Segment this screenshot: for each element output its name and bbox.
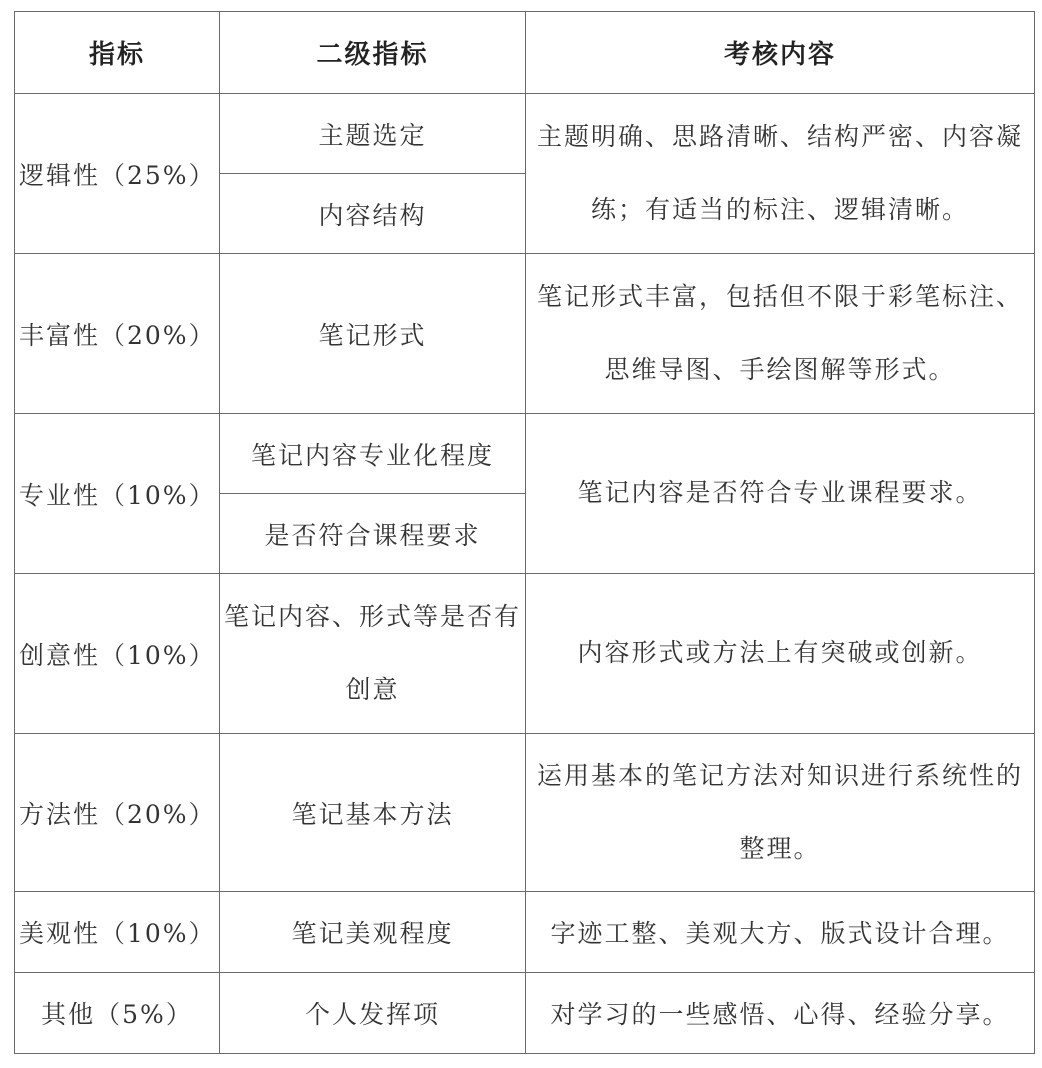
sub-indicator-cell: 笔记内容专业化程度 xyxy=(220,414,526,494)
sub-indicator-cell: 主题选定 xyxy=(220,94,526,174)
indicator-cell: 方法性（20%） xyxy=(15,734,220,892)
content-cell: 对学习的一些感悟、心得、经验分享。 xyxy=(526,973,1035,1054)
table-row xyxy=(15,892,1035,973)
sub-indicator-cell: 是否符合课程要求 xyxy=(220,494,526,574)
sub-indicator-cell: 笔记基本方法 xyxy=(220,734,526,892)
indicator-cell: 创意性（10%） xyxy=(15,574,220,734)
header-sub-indicator: 二级指标 xyxy=(220,12,526,94)
sub-indicator-cell: 笔记内容、形式等是否有创意 xyxy=(220,574,526,734)
rubric-table xyxy=(14,11,1035,1054)
content-cell: 运用基本的笔记方法对知识进行系统性的整理。 xyxy=(526,734,1035,892)
table-row xyxy=(15,734,1035,892)
content-cell: 笔记内容是否符合专业课程要求。 xyxy=(526,414,1035,574)
table-row xyxy=(15,254,1035,414)
header-indicator: 指标 xyxy=(15,12,220,94)
content-cell: 内容形式或方法上有突破或创新。 xyxy=(526,574,1035,734)
table-row xyxy=(15,414,1035,494)
table-row xyxy=(15,574,1035,734)
indicator-cell: 其他（5%） xyxy=(15,973,220,1054)
table-row xyxy=(15,94,1035,174)
sub-indicator-cell: 笔记美观程度 xyxy=(220,892,526,973)
sub-indicator-cell: 个人发挥项 xyxy=(220,973,526,1054)
indicator-cell: 美观性（10%） xyxy=(15,892,220,973)
table-row xyxy=(15,973,1035,1054)
header-row xyxy=(15,12,1035,94)
header-content: 考核内容 xyxy=(526,12,1035,94)
indicator-cell: 专业性（10%） xyxy=(15,414,220,574)
content-cell: 字迹工整、美观大方、版式设计合理。 xyxy=(526,892,1035,973)
indicator-cell: 逻辑性（25%） xyxy=(15,94,220,254)
content-cell: 笔记形式丰富，包括但不限于彩笔标注、思维导图、手绘图解等形式。 xyxy=(526,254,1035,414)
sub-indicator-cell: 内容结构 xyxy=(220,174,526,254)
indicator-cell: 丰富性（20%） xyxy=(15,254,220,414)
content-cell: 主题明确、思路清晰、结构严密、内容凝练；有适当的标注、逻辑清晰。 xyxy=(526,94,1035,254)
sub-indicator-cell: 笔记形式 xyxy=(220,254,526,414)
